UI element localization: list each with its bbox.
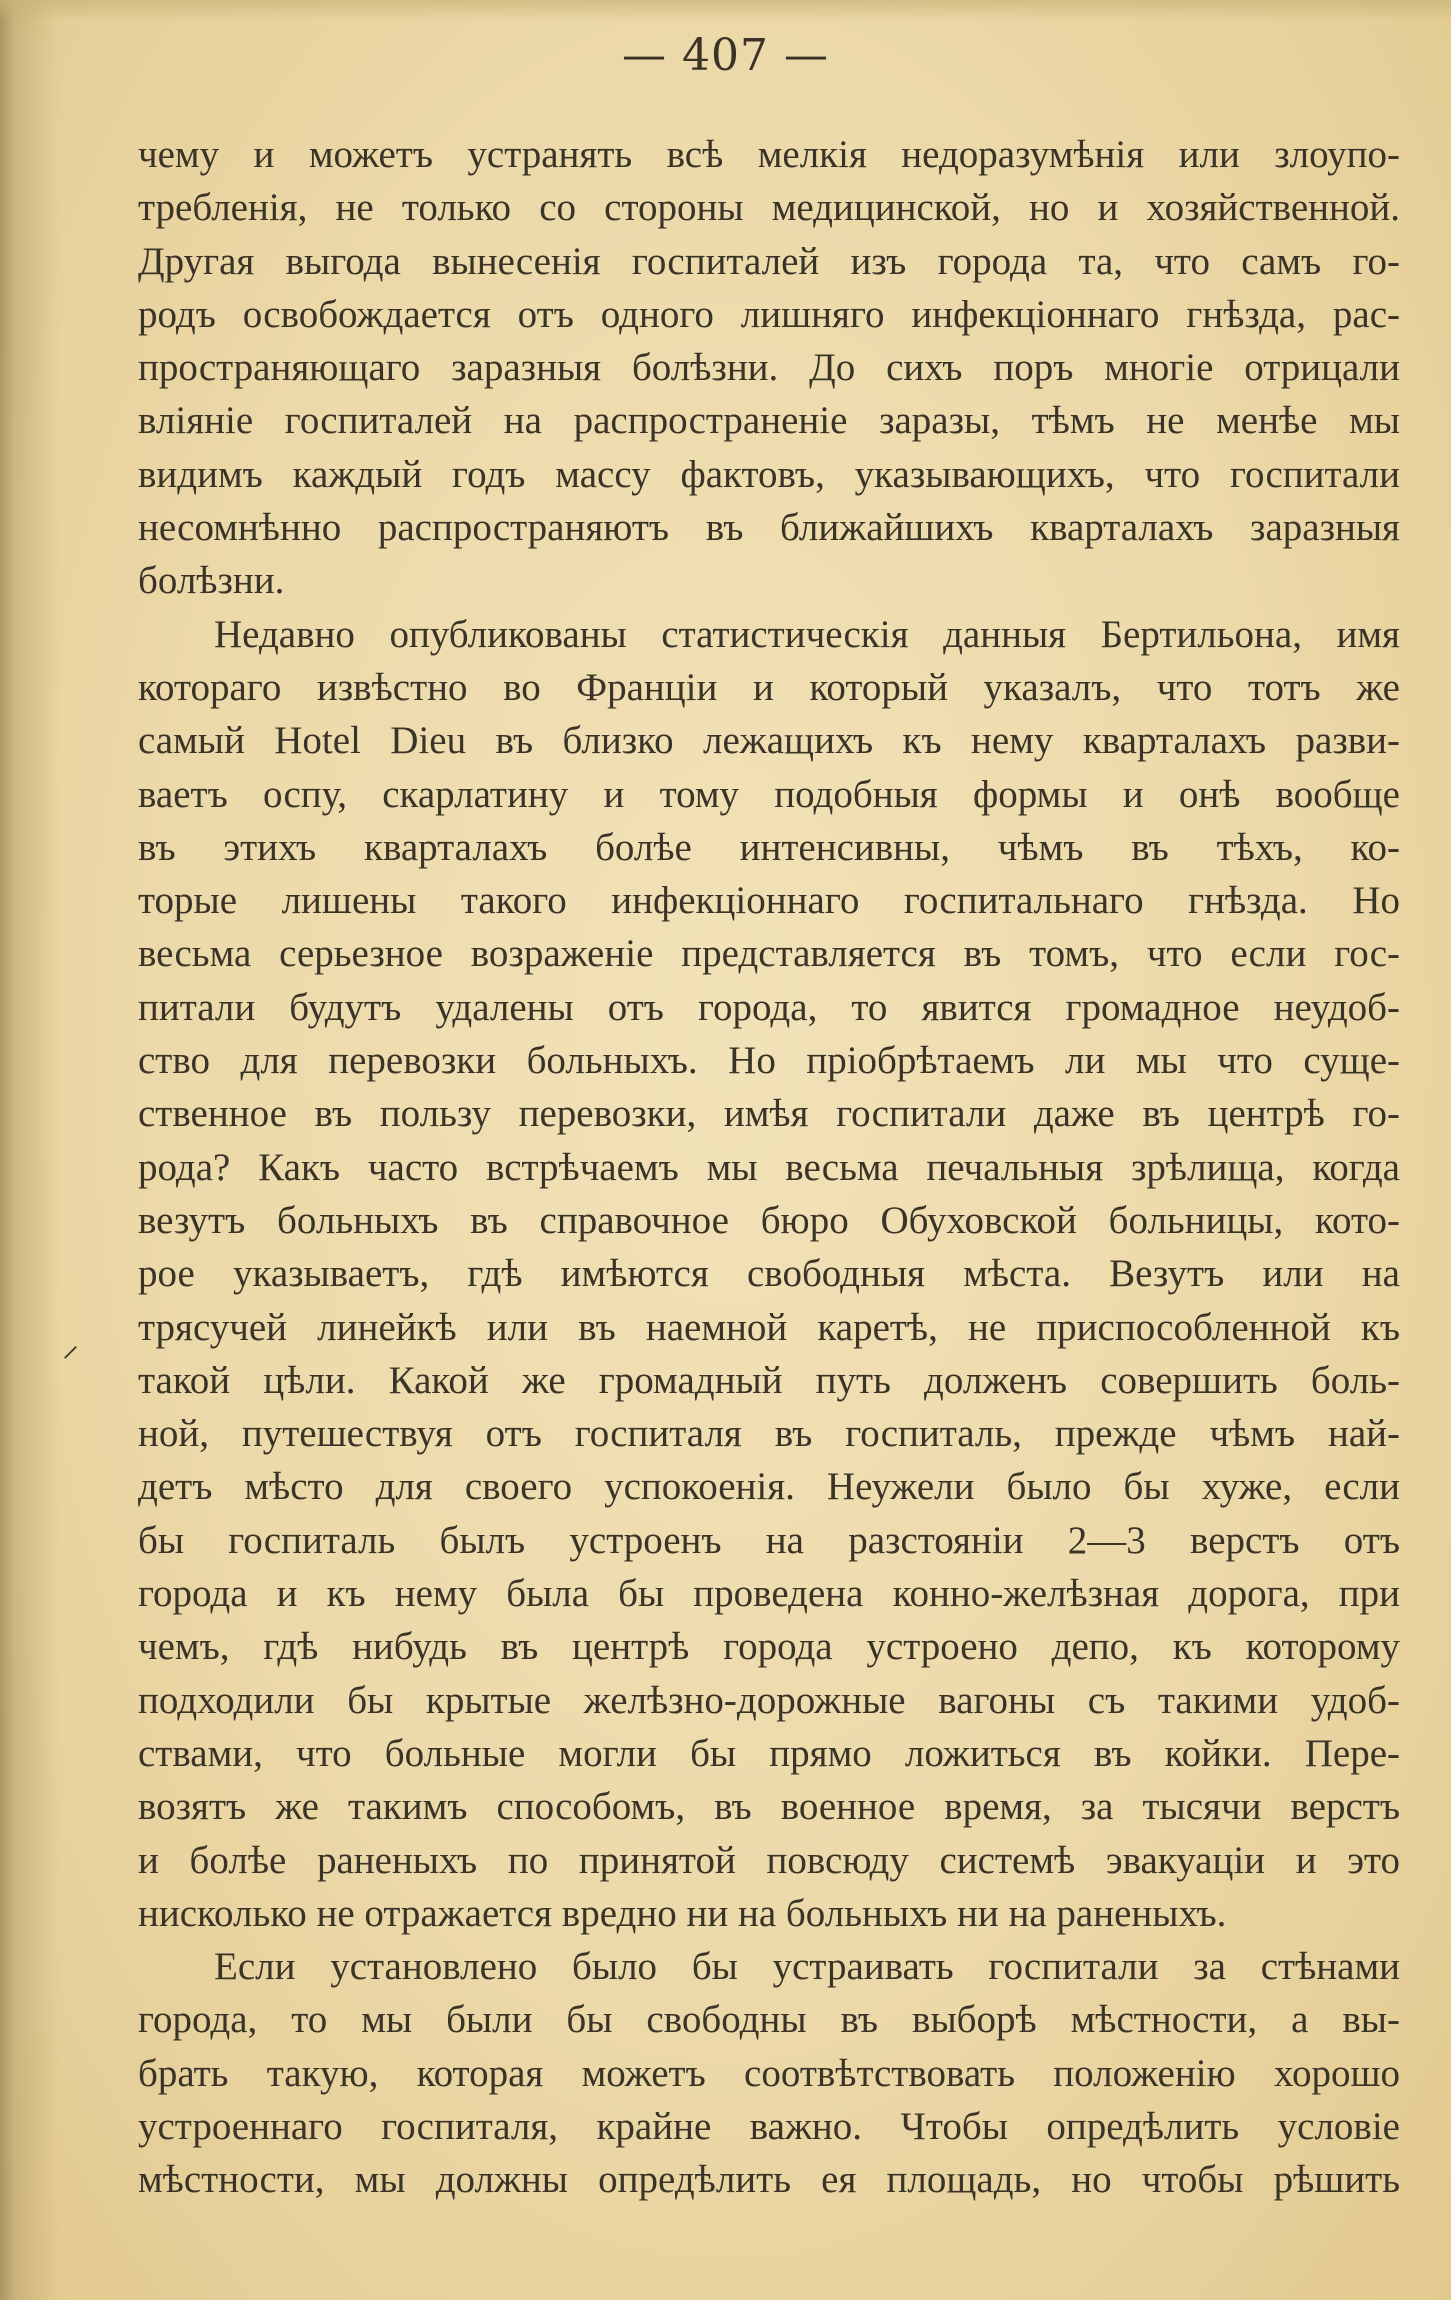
text-line: Если установлено было бы устраивать госпитали за стѣнами: [214, 1945, 1400, 1989]
text-line: такой цѣли. Какой же громадный путь долженъ совершить боль-: [138, 1358, 1400, 1402]
text-line: пространяющаго заразныя болѣзни. До сихъ поръ многіе отрицали: [138, 346, 1400, 390]
text-line: требленія, не только со стороны медицинской, но и хозяйственной.: [138, 186, 1400, 230]
text-line: ваетъ оспу, скарлатину и тому подобныя формы и онѣ вообще: [138, 772, 1400, 816]
text-line: родъ освобождается отъ одного лишняго инфекціоннаго гнѣзда, рас-: [138, 292, 1400, 336]
text-line: города и къ нему была бы проведена конно-желѣзная дорога, при: [138, 1572, 1400, 1616]
text-line: бы госпиталь былъ устроенъ на разстояніи 2—3 верстъ отъ: [138, 1518, 1400, 1562]
text-line: котораго извѣстно во Франціи и который указалъ, что тотъ же: [138, 665, 1400, 709]
text-line: рое указываетъ, гдѣ имѣются свободныя мѣста. Везутъ или на: [138, 1252, 1400, 1296]
text-line: весьма серьезное возраженіе представляется въ томъ, что если гос-: [138, 932, 1400, 976]
text-line: чему и можетъ устранять всѣ мелкія недоразумѣнія или злоупо-: [138, 133, 1400, 176]
binding-shadow: [0, 0, 60, 2300]
text-line: брать такую, которая можетъ соотвѣтствовать положенію хорошо: [138, 2051, 1400, 2095]
text-line: самый Hotel Dieu въ близко лежащихъ къ нему кварталахъ разви-: [138, 719, 1400, 763]
margin-mark: ⸝: [62, 1325, 79, 1365]
text-line: ство для перевозки больныхъ. Но пріобрѣтаемъ ли мы что суще-: [138, 1039, 1400, 1083]
text-line: чемъ, гдѣ нибудь въ центрѣ города устроено депо, къ которому: [138, 1625, 1400, 1669]
text-line: нисколько не отражается вредно ни на больныхъ ни на раненыхъ.: [138, 1891, 1227, 1935]
text-line: ственное въ пользу перевозки, имѣя госпитали даже въ центрѣ го-: [138, 1092, 1400, 1136]
text-line: возятъ же такимъ способомъ, въ военное время, за тысячи верстъ: [138, 1785, 1400, 1829]
text-line: подходили бы крытые желѣзно-дорожные вагоны съ такими удоб-: [138, 1678, 1400, 1722]
text-line: питали будутъ удалены отъ города, то явится громадное неудоб-: [138, 985, 1400, 1029]
text-line: везутъ больныхъ въ справочное бюро Обуховской больницы, кото-: [138, 1198, 1400, 1242]
text-line: детъ мѣсто для своего успокоенія. Неужели было бы хуже, если: [138, 1465, 1400, 1509]
text-line: Другая выгода вынесенія госпиталей изъ города та, что самъ го-: [138, 239, 1400, 283]
text-line: несомнѣнно распространяютъ въ ближайшихъ кварталахъ заразныя: [138, 506, 1400, 550]
page-number: — 407 —: [622, 30, 829, 81]
text-line: въ этихъ кварталахъ болѣе интенсивны, чѣмъ въ тѣхъ, ко-: [138, 825, 1400, 869]
body-text: [138, 128, 1400, 2207]
page-top-edge: [0, 0, 1451, 22]
text-line: и болѣе раненыхъ по принятой повсюду системѣ эвакуаціи и это: [138, 1838, 1400, 1882]
text-line: ной, путешествуя отъ госпиталя въ госпиталь, прежде чѣмъ най-: [138, 1412, 1400, 1456]
text-line: видимъ каждый годъ массу фактовъ, указывающихъ, что госпитали: [138, 452, 1400, 496]
text-line: ствами, что больные могли бы прямо ложиться въ койки. Пере-: [138, 1731, 1400, 1775]
text-line: торые лишены такого инфекціоннаго госпитальнаго гнѣзда. Но: [138, 879, 1400, 923]
text-line: трясучей линейкѣ или въ наемной каретѣ, не приспособленной къ: [138, 1305, 1400, 1349]
text-line: устроеннаго госпиталя, крайне важно. Чтобы опредѣлить условіе: [138, 2104, 1400, 2148]
text-line: болѣзни.: [138, 559, 285, 603]
text-line: вліяніе госпиталей на распространеніе заразы, тѣмъ не менѣе мы: [138, 399, 1400, 443]
text-line: Недавно опубликованы статистическія данныя Бертильона, имя: [214, 612, 1400, 656]
text-line: мѣстности, мы должны опредѣлить ея площадь, но чтобы рѣшить: [138, 2158, 1400, 2202]
text-line: города, то мы были бы свободны въ выборѣ мѣстности, а вы-: [138, 1998, 1400, 2042]
text-line: рода? Какъ часто встрѣчаемъ мы весьма печальныя зрѣлища, когда: [138, 1145, 1400, 1189]
